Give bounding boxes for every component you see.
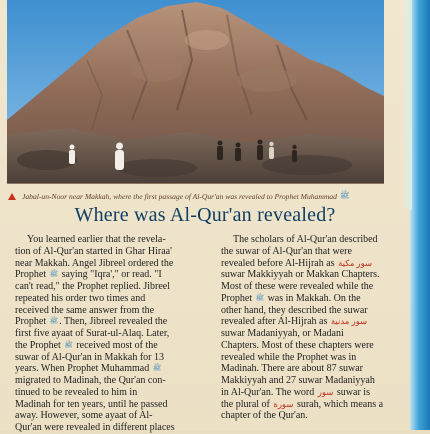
text-fragment: received most of the	[76, 339, 158, 351]
text-line: received the same answer from the	[15, 304, 155, 316]
text-fragment: revealed after Al-Hijrah as	[221, 316, 328, 328]
text-line: suwar Madaniyyah, or Madani	[221, 328, 344, 339]
text-line	[221, 316, 413, 328]
text-fragment: Prophet	[15, 316, 47, 328]
text-line	[221, 399, 413, 411]
photo-caption	[8, 190, 408, 202]
text-line: the suwar of Al-Qur'an that were	[221, 245, 352, 257]
text-fragment: years. When Prophet Muhammad	[15, 363, 150, 375]
text-fragment: saying "Iqra'," or read. "I	[61, 269, 162, 281]
text-fragment: suwar is	[336, 386, 370, 398]
text-line: can't read," the Prophet replied. Jibreel	[15, 281, 170, 292]
caption-triangle-icon	[8, 193, 16, 200]
text-line: Madinah for ten years, until he passed	[15, 398, 168, 410]
text-line: You learned earlier that the revela-	[27, 234, 166, 245]
text-line: revealed while the Prophet was in	[221, 351, 357, 363]
text-line: The scholars of Al-Qur'an described	[233, 234, 378, 245]
text-line	[15, 363, 207, 375]
text-line: away. However, some ayaat of Al-	[15, 410, 153, 422]
text-line: repeated his order two times and	[15, 292, 146, 304]
left-column	[15, 234, 207, 434]
text-fragment: was in Makkah. On the	[267, 292, 361, 304]
mountain-photo	[7, 0, 384, 184]
arabic-term: سورة	[273, 398, 294, 409]
caption-text: Jabal-un-Noor near Makkah, where the first passage of Al-Qur'an was revealed to Prophet Muhammad	[22, 191, 337, 201]
salla-symbol-icon: ﷺ	[49, 270, 59, 279]
salla-symbol-icon: ﷺ	[49, 317, 59, 326]
salla-symbol-icon: ﷺ	[152, 364, 162, 373]
text-fragment: . Then, Jibreel revealed the	[59, 316, 168, 328]
arabic-term: سور مكية	[338, 257, 373, 268]
text-line: Makkiyyah and 27 suwar Madaniyyah	[221, 375, 375, 386]
text-fragment: the plural of	[221, 398, 270, 410]
text-line	[15, 316, 207, 328]
decorative-side-stripe	[410, 0, 430, 430]
text-line	[15, 269, 207, 281]
text-fragment: in Al-Qur'an. The word	[221, 386, 315, 398]
text-line	[221, 293, 413, 305]
text-line: other hand, they described the suwar	[221, 304, 368, 316]
right-column	[221, 234, 413, 422]
text-line: suwar of Al-Qur'an in Makkah for 13	[15, 351, 164, 363]
arabic-term: سور مدنية	[330, 316, 368, 327]
text-line	[221, 387, 413, 399]
text-line: chapter of the Qur'an.	[221, 410, 308, 422]
text-line	[15, 340, 207, 352]
text-fragment: Prophet	[15, 269, 47, 281]
text-fragment: surah, which means a	[296, 398, 384, 410]
text-line: near Makkah. Angel Jibreel ordered the	[15, 257, 174, 269]
salla-symbol-icon: ﷺ	[64, 340, 73, 349]
text-line	[221, 258, 413, 270]
section-heading: Where was Al-Qur'an revealed?	[74, 204, 336, 226]
text-line: tinued to be revealed to him in	[15, 386, 138, 398]
text-line: Qur'an were revealed in different places	[15, 422, 175, 433]
text-line: Most of these were revealed while the	[221, 281, 374, 292]
salla-symbol-icon: ﷺ	[339, 191, 350, 200]
text-line: tion of Al-Qur'an started in Ghar Hiraa'	[15, 245, 172, 257]
text-line: Madinah. There are about 87 suwar	[221, 363, 363, 375]
text-line: migrated to Madinah, the Qur'an con-	[15, 375, 166, 386]
text-fragment: the Prophet	[15, 339, 61, 351]
text-fragment: Prophet	[221, 292, 253, 304]
arabic-term: سور	[317, 386, 334, 397]
text-line: first five ayaat of Surat-ul-Alaq. Later,	[15, 328, 170, 339]
text-fragment: revealed before Al-Hijrah as	[221, 257, 335, 269]
text-line: suwar Makkiyyah or Makkan Chapters.	[221, 269, 380, 281]
text-line: Chapters. Most of these chapters were	[221, 339, 374, 351]
salla-symbol-icon: ﷺ	[255, 293, 265, 302]
